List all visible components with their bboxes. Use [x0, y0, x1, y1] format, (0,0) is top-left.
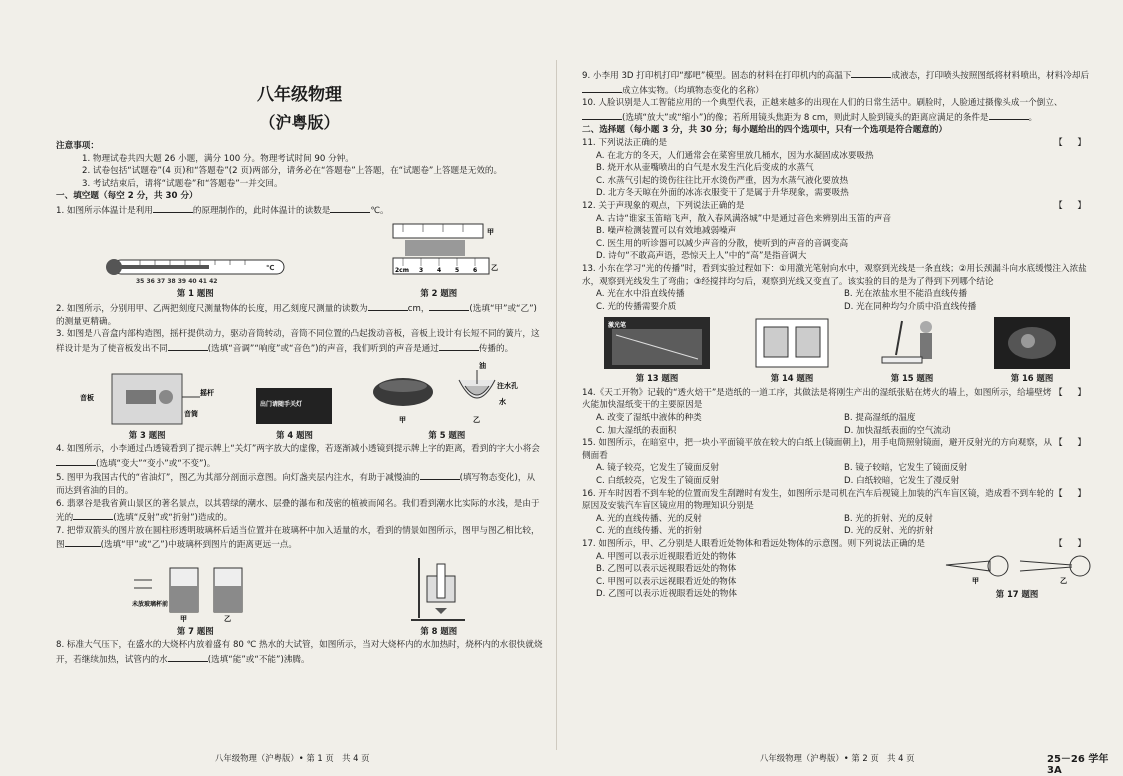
notice-item: 3. 考试结束后，请将“试题卷”和“答题卷”一并交回。: [82, 178, 283, 189]
option[interactable]: C. 加大湿纸的表面积: [596, 425, 677, 436]
answer-blank[interactable]: [582, 83, 622, 93]
answer-blank[interactable]: [989, 110, 1029, 120]
option[interactable]: D. 光的反射、光的折射: [844, 526, 934, 537]
option[interactable]: A. 在北方的冬天，人们通常会在菜窖里放几桶水，因为水凝固成冰要吸热: [596, 150, 874, 161]
option[interactable]: D. 加快湿纸表面的空气流动: [844, 425, 951, 436]
option[interactable]: B. 噪声检测装置可以有效地减弱噪声: [596, 226, 737, 237]
question-12: 【 】 12. 关于声现象的观点，下列说法正确的是: [582, 200, 1092, 211]
question-11: 【 】 11. 下列说法正确的是: [582, 137, 1092, 148]
thermometer-icon: [100, 250, 290, 286]
question-15: 【 】 15. 如图所示，在暗室中，把一块小平面镜平放在较大的白纸上(镜面朝上)，用手电筒照射镜面，避开反射光的方向观察，从侧面看: [582, 438, 1092, 461]
option[interactable]: D. 诗句“不敢高声语，恐惊天上人”中的“高”是指音调大: [596, 251, 807, 262]
lamp-label-b: 乙: [472, 415, 480, 424]
eye-diagram-icon: [942, 551, 1092, 587]
question-1: 1. 如图所示体温计是利用 的原理制作的，此时体温计的读数是 ℃。: [56, 203, 543, 218]
option[interactable]: B. 镜子较暗，它发生了镜面反射: [844, 463, 968, 474]
figure-caption: 第 8 题图: [420, 625, 458, 636]
thermometer-unit: ℃: [266, 263, 275, 272]
blind-spot-mirror-icon: [992, 315, 1072, 371]
figure-caption: 第 17 题图: [995, 588, 1039, 599]
option[interactable]: B. 烧开水从壶嘴喷出的白气是水发生汽化后变成的水蒸气: [596, 163, 814, 174]
question-7: 7. 把带双箭头的图片放在圆柱形透明玻璃杯后适当位置并在玻璃杯中加入适量的水，看到的情景如图所示，图甲与图乙相比较，图 (选填“甲”或“乙”)中玻璃杯到图片的距离更远一点。: [56, 525, 540, 551]
answer-bracket[interactable]: 【 】: [1054, 200, 1092, 211]
svg-text:2cm: 2cm: [394, 266, 409, 274]
eye-label-b: 乙: [1060, 576, 1067, 585]
figure-caption: 第 14 题图: [770, 373, 814, 384]
answer-bracket[interactable]: 【 】: [1054, 438, 1092, 449]
svg-text:4: 4: [436, 266, 441, 274]
glass-arrow-icon: [130, 562, 260, 624]
question-3: 3. 如图是八音盒内部构造图，摇杆提供动力，驱动音筒转动，音筒不同位置的凸起拨动音板，音板上设计有长短不同的簧片，这样设计是为了使音板发出不同 (选填“音调”“响度”或“音色”)的声音，我们听到的声音是通过 传播的。: [56, 329, 540, 354]
answer-blank[interactable]: [168, 652, 208, 662]
option[interactable]: D. 乙图可以表示近视眼看远处的物体: [596, 589, 737, 600]
option[interactable]: B. 光在浓盐水里不能沿直线传播: [844, 289, 968, 300]
glass-label-b: 乙: [224, 614, 232, 623]
exam-title: 八年级物理: [257, 85, 342, 105]
laser-label: 激光笔: [608, 322, 627, 330]
figure-caption: 第 7 题图: [176, 625, 214, 636]
figure-15: [872, 315, 952, 385]
svg-text:3: 3: [418, 266, 423, 274]
answer-blank[interactable]: [429, 301, 469, 311]
rulers-icon: [379, 220, 499, 286]
beaker-stand-icon: [409, 554, 469, 624]
question-17-body: [582, 551, 1092, 601]
options-grid: [582, 288, 1092, 313]
question-16: 【 】 16. 开车时因看不到车轮的位置而发生刮蹭时有发生，如图所示是司机在汽车后视镜上加装的汽车盲区镜，造成看不到车轮的原因及安装汽车盲区镜应用的物理知识分别是: [582, 488, 1092, 512]
figure-3: [72, 368, 222, 442]
figure-5: [367, 358, 527, 442]
answer-blank[interactable]: [439, 341, 479, 351]
answer-blank[interactable]: [330, 203, 370, 213]
page-one-footer: 八年级物理（沪粤版）• 第 1 页 共 4 页: [215, 753, 370, 763]
figure-caption: 第 2 题图: [420, 287, 458, 298]
options-grid: [582, 462, 1092, 487]
notice-item: 1. 物理试卷共四大题 26 小题，满分 100 分。物理考试时间 90 分钟。: [82, 153, 354, 164]
answer-blank[interactable]: [368, 301, 408, 311]
section-multiple-choice: 二、选择题（每小题 3 分，共 30 分；每小题给出的四个选项中，只有一个选项是符合题意的）: [582, 125, 948, 136]
music-box-drum-label: 音筒: [184, 409, 199, 418]
figure-4: [254, 384, 334, 442]
lamp-water-label: 水: [498, 397, 506, 406]
answer-blank[interactable]: [168, 341, 208, 351]
options-column: [582, 551, 737, 601]
option[interactable]: A. 古诗“谁家玉笛暗飞声，散入春风满洛城”中是通过音色来辨别出玉笛的声音: [596, 213, 892, 224]
option[interactable]: B. 光的折射、光的反射: [844, 513, 933, 524]
lamp-hole-label: 注水孔: [496, 381, 518, 390]
section-fill-blank: 一、填空题（每空 2 分，共 30 分）: [56, 191, 198, 202]
question-17: 【 】 17. 如图所示，甲、乙分别是人眼看近处物体和看远处物体的示意图。则下列说法正确的是: [582, 539, 1092, 549]
glass-label-a: 甲: [180, 614, 188, 623]
figure-7: [130, 562, 260, 638]
page-two: [582, 68, 1092, 748]
figure-1: [100, 250, 290, 300]
answer-blank[interactable]: [153, 203, 193, 213]
figure-row-13-16: [582, 315, 1092, 385]
figure-caption: 第 16 题图: [1010, 373, 1054, 384]
svg-text:5: 5: [454, 266, 459, 274]
figure-14: [752, 315, 832, 385]
question-9: 9. 小李用 3D 打印机打印“鄢吧”模型。固态的材料在打印机内的高温下 成液态，打印喷头按照图纸将材料喷出，材料冷却后成立体实物。（均填物态变化的名称）: [582, 68, 1092, 97]
option[interactable]: C. 医生用的听诊器可以减少声音的分散，使听到的声音的音调变高: [596, 238, 849, 249]
answer-blank[interactable]: [582, 110, 622, 120]
paper-wall-icon: [752, 315, 832, 371]
answer-blank[interactable]: [73, 510, 113, 520]
flashlight-mirror-icon: [872, 315, 952, 371]
answer-blank[interactable]: [420, 470, 460, 480]
option[interactable]: B. 乙图可以表示远视眼看远处的物体: [596, 564, 737, 575]
figure-16: [992, 315, 1072, 385]
figure-caption: 第 4 题图: [276, 429, 313, 440]
music-box-crank-label: 摇杆: [200, 388, 215, 397]
page-divider: [556, 60, 557, 750]
lamp-sign-icon: [254, 384, 334, 428]
ruler-label-b: 乙: [490, 263, 498, 272]
ruler-label-a: 甲: [486, 227, 494, 236]
question-8: 8. 标准大气压下，在盛水的大烧杯内放着盛有 80 ℃ 热水的大试管，如图所示，当对大烧杯内的水加热时，烧杯内的水很快就烧开，若继续加热，试管内的水 (选填“能”或“不能”)沸腾。: [56, 640, 543, 666]
paper-code: 25－26 学年 3A: [1047, 754, 1109, 776]
answer-blank[interactable]: [56, 456, 96, 466]
music-box-plate-label: 音板: [80, 393, 95, 402]
question-13: 13. 小东在学习“光的传播”时，看到实验过程如下：①用激光笔射向水中，观察到光线是一条直线；②用长颈漏斗向水底缓慢注入浓盐水，观察到光线发生了弯曲；③经搅拌均匀后，观察到光线又变直了。该实验的目的是为了得到下列哪个结论: [582, 263, 1087, 287]
options-grid: [582, 513, 1092, 538]
option[interactable]: C. 光的传播需要介质: [596, 301, 677, 312]
question-10: 10. 人脸识别是人工智能应用的一个典型代表，正越来越多的出现在人们的日常生活中。刷脸时，人脸通过摄像头成一个倒立、(选填“放大”或“缩小”)的像；若所用镜头焦距为 8 cm，则此时人脸到镜头的距离应满足的条件是 。: [582, 98, 1063, 123]
option[interactable]: C. 白纸较亮，它发生了镜面反射: [596, 476, 720, 487]
sign-text: 出门请随手关灯: [260, 400, 303, 408]
laser-water-icon: [602, 315, 712, 371]
oil-lamp-icon: [367, 358, 527, 428]
figure-row-1-2: [56, 220, 543, 300]
figure-caption: 第 5 题图: [428, 429, 466, 440]
notice-item: 2. 试卷包括“试题卷”(4 页)和“答题卷”(2 页)两部分，请务必在“答题卷”上答题，在“试题卷”上答题是无效的。: [82, 166, 503, 177]
answer-bracket[interactable]: 【 】: [1054, 488, 1092, 499]
answer-bracket[interactable]: 【 】: [1054, 137, 1092, 148]
lamp-oil-label: 油: [478, 361, 486, 370]
question-6: 6. 翡翠谷是我省黄山景区的著名景点，以其碧绿的潮水、层叠的瀑布和茂密的植被而闻名。我们看到潮水比实际的水浅，是由于光的 (选填“反射”或“折射”)造成的。: [56, 498, 540, 524]
notice-title: 注意事项：: [56, 141, 99, 151]
option[interactable]: C. 甲图可以表示远视眼看近处的物体: [596, 576, 737, 587]
question-2: 2. 如图所示，分别用甲、乙两把刻度尺测量物体的长度，用乙刻度尺测量的读数为 cm， (选填“甲”或“乙”)的测量更精确。: [56, 301, 543, 328]
option[interactable]: B. 提高湿纸的温度: [844, 413, 916, 424]
figure-caption: 第 15 题图: [890, 373, 934, 384]
option[interactable]: D. 北方冬天晾在外面的冰冻衣服变干了是属于升华现象，需要吸热: [596, 188, 849, 199]
figure-caption: 第 3 题图: [128, 429, 166, 440]
page-two-footer: 八年级物理（沪粤版）• 第 2 页 共 4 页: [760, 753, 915, 763]
question-4: 4. 如图所示，小李通过凸透镜看到了提示牌上“关灯”两字放大的虚像，若逐渐减小透镜到提示牌上字的距离，看到的字大小将会(选填“变大”“变小”或“不变”)。: [56, 444, 540, 469]
option[interactable]: A. 镜子较亮，它发生了镜面反射: [596, 463, 719, 474]
figure-row-7-8: [56, 554, 543, 638]
answer-bracket[interactable]: 【 】: [1054, 539, 1092, 549]
exam-subtitle: （沪粤版）: [259, 113, 340, 132]
option[interactable]: C. 光的直线传播、光的折射: [596, 526, 702, 537]
option[interactable]: D. 白纸较暗，它发生了漫反射: [844, 476, 960, 487]
lamp-label-a: 甲: [398, 415, 406, 424]
page-one: [56, 68, 543, 748]
question-5: 5. 图甲为我国古代的“省油灯”，图乙为其部分剖面示意图。向灯盏夹层内注水，有助于减慢油的 (填写物态变化)，从而达到省油的目的。: [56, 470, 543, 497]
option[interactable]: A. 光在水中沿直线传播: [596, 289, 685, 300]
glass-empty-label: 未放玻璃杯前: [132, 600, 169, 608]
answer-blank[interactable]: [65, 537, 101, 547]
answer-blank[interactable]: [851, 68, 891, 78]
eye-label-a: 甲: [972, 576, 979, 585]
options-grid: [582, 412, 1092, 437]
figure-row-3-5: [56, 358, 543, 442]
answer-bracket[interactable]: 【 】: [1054, 387, 1092, 398]
figure-17: [942, 551, 1092, 601]
svg-text:6: 6: [472, 266, 477, 274]
figure-13: [602, 315, 712, 385]
option[interactable]: A. 甲图可以表示近视眼看近处的物体: [596, 551, 737, 562]
music-box-icon: [72, 368, 222, 428]
figure-caption: 第 13 题图: [635, 373, 679, 384]
figure-caption: 第 1 题图: [176, 287, 214, 298]
thermometer-scale: 35 36 37 38 39 40 41 42: [136, 277, 218, 285]
option[interactable]: A. 光的直线传播、光的反射: [596, 513, 702, 524]
figure-8: [409, 554, 469, 638]
option[interactable]: A. 改变了湿纸中液体的种类: [596, 413, 702, 424]
question-14: 【 】 14.《天工开物》记载的“透火焙干”是造纸的一道工序，其做法是将刚生产出的湿纸张贴在烤火的墙上，如图所示，给墙壁烤火能加快湿纸变干的主要原因是: [582, 387, 1092, 411]
option[interactable]: C. 水蒸气引起的烫伤往往比开水烫伤严重，因为水蒸气液化要放热: [596, 175, 849, 186]
option[interactable]: D. 光在同种均匀介质中沿直线传播: [844, 301, 977, 312]
figure-2: [379, 220, 499, 300]
